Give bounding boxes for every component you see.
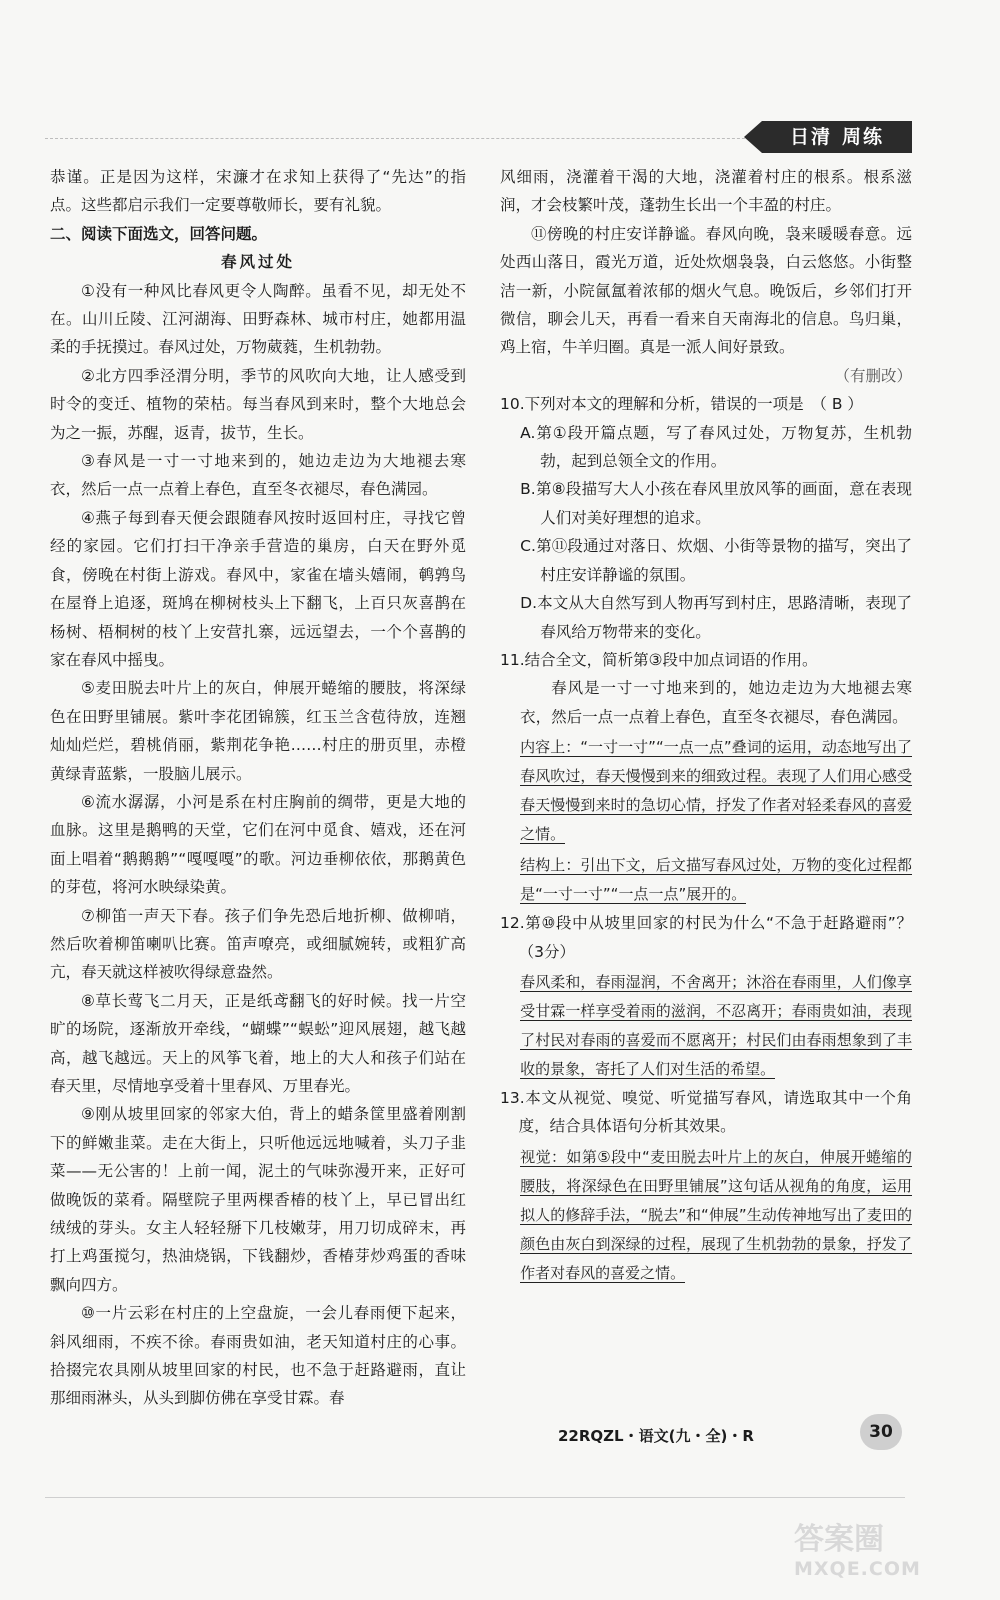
source-note: （有删改） (834, 366, 912, 385)
question-13: 13.本文从视觉、嗅觉、听觉描写春风，请选取其中一个角度，结合具体语句分析其效果。 (500, 1088, 912, 1136)
right-column (500, 163, 912, 1288)
paragraph-1: ①没有一种风比春风更令人陶醉。虽看不见，却无处不在。山川丘陵、江河湖海、田野森林、城市村庄，她都用温柔的手抚摸过。春风过处，万物葳蕤，生机勃勃。 (50, 281, 466, 357)
question-10: 10.下列对本文的理解和分析，错误的一项是 （ B ） (500, 395, 863, 414)
answer-13 (500, 1143, 912, 1288)
option-a: A.第①段开篇点题，写了春风过处，万物复苏，生机勃勃，起到总领全文的作用。 (520, 423, 912, 471)
answer-11-content (500, 733, 912, 849)
paragraph-8: ⑧草长莺飞二月天，正是纸鸢翻飞的好时候。找一片空旷的场院，逐渐放开牵线，“蝴蝶”“蜈蚣”迎风展翅，越飞越高，越飞越远。天上的风筝飞着，地上的大人和孩子们站在春天里，尽情地享受着十里春风、万里春光。 (50, 991, 466, 1095)
option-c: C.第⑪段通过对落日、炊烟、小街等景物的描写，突出了村庄安详静谧的氛围。 (520, 537, 912, 584)
watermark-url: MXQE.COM (794, 1558, 921, 1580)
header-tag (762, 121, 912, 153)
paragraph-7: ⑦柳笛一声天下春。孩子们争先恐后地折柳、做柳哨，然后吹着柳笛喇叭比赛。笛声嘹亮，或细腻婉转，或粗犷高亢，春天就这样被吹得绿意盎然。 (50, 906, 466, 982)
answer-text: 视觉：如第⑤段中“麦田脱去叶片上的灰白，伸展开蜷缩的腰肢，将深绿色在田野里铺展”这句话从视角的角度，运用拟人的修辞手法，“脱去”和“伸展”生动传神地写出了麦田的颜色由灰白到深绿的过程，展现了生机勃勃的景象，抒发了作者对春风的喜爱之情。 (520, 1147, 912, 1282)
watermark (794, 1514, 974, 1584)
answer-text: 春风柔和，春雨湿润，不舍离开；沐浴在春雨里，人们像享受甘霖一样享受着雨的滋润，不忍离开；春雨贵如油，表现了村民对春雨的喜爱而不愿离开；村民们由春雨想象到了丰收的景象，寄托了人们对生活的希望。 (520, 972, 912, 1078)
page-number: 30 (860, 1414, 902, 1450)
paragraph-2: ②北方四季泾渭分明，季节的风吹向大地，让人感受到时令的变迁、植物的荣枯。每当春风到来时，整个大地总会为之一振，苏醒，返青，拔节，生长。 (50, 366, 466, 442)
paragraph-11: ⑪傍晚的村庄安详静谧。春风向晚，袅来暖暖春意。远处西山落日，霞光万道，近处炊烟袅袅，白云悠悠。小街整洁一新，小院氤氲着浓郁的烟火气息。晚饭后，乡邻们打开微信，聊会儿天，再看一看来自天南海北的信息。鸟归巢，鸡上宿，牛羊归圈。真是一派人间好景致。 (500, 224, 912, 357)
footer-rule (45, 1497, 905, 1498)
footer-code: 22RQZL・语文(九・全)・R (558, 1427, 754, 1445)
paragraph-9: ⑨刚从坡里回家的邻家大伯，背上的蜡条筐里盛着刚割下的鲜嫩韭菜。走在大街上，只听他远远地喊着，头刀子韭菜——无公害的！上前一闻，泥土的气味弥漫开来，正好可做晚饭的菜肴。隔壁院子里两棵香椿的枝丫上，早已冒出红绒绒的芽头。女主人轻轻掰下几枝嫩芽，用刀切成碎末，再打上鸡蛋搅匀，热油烧锅，下钱翻炒，香椿芽炒鸡蛋的香味飘向四方。 (50, 1105, 466, 1294)
paragraph-5: ⑤麦田脱去叶片上的灰白，伸展开蜷缩的腰肢，将深绿色在田野里铺展。紫叶李花团锦簇，红玉兰含苞待放，连翘灿灿烂烂，碧桃俏丽，紫荆花争艳……村庄的册页里，赤橙黄绿青蓝紫，一股脑儿展示。 (50, 679, 466, 783)
answer-text: 结构上：引出下文，后文描写春风过处，万物的变化过程都是“一寸一寸”“一点一点”展开的。 (520, 856, 912, 904)
header-rule (45, 138, 765, 139)
answer-text: 内容上：“一寸一寸”“一点一点”叠词的运用，动态地写出了春风吹过，春天慢慢到来的细致过程。表现了人们用心感受春天慢慢到来时的急切心情，抒发了作者对轻柔春风的喜爱之情。 (520, 738, 912, 844)
article-title: 春风过处 (220, 253, 295, 272)
paragraph-4: ④燕子每到春天便会跟随春风按时返回村庄，寻找它曾经的家园。它们打扫干净亲手营造的巢房，白天在野外觅食，傍晚在村街上游戏。春风中，家雀在墙头嬉闹，鹌鹑鸟在屋脊上追逐，斑鸠在柳树枝头上下翻飞，上百只灰喜鹊在杨树、梧桐树的枝丫上安营扎寨，远远望去，一个个喜鹊的家在春风中摇曳。 (50, 508, 466, 669)
option-b: B.第⑧段描写大人小孩在春风里放风筝的画面，意在表现人们对美好理想的追求。 (520, 480, 912, 527)
question-12: 12.第⑩段中从坡里回家的村民为什么“不急于赶路避雨”？（3分） (500, 914, 912, 961)
paragraph: 恭谨。正是因为这样，宋濂才在求知上获得了“先达”的指点。这些都启示我们一定要尊敬师长，要有礼貌。 (50, 168, 466, 215)
paragraph-6: ⑥流水潺潺，小河是系在村庄胸前的绸带，更是大地的血脉。这里是鹅鸭的天堂，它们在河中觅食、嬉戏，还在河面上唱着“鹅鹅鹅”“嘎嘎嘎”的歌。河边垂柳依依，那鹅黄色的芽苞，将河水映绿染黄。 (50, 792, 466, 897)
option-d: D.本文从大自然写到人物再写到村庄，思路清晰，表现了春风给万物带来的变化。 (520, 594, 912, 641)
watermark-title: 答案圈 (794, 1522, 884, 1557)
left-column (50, 163, 466, 1413)
question-11: 11.结合全文，简析第③段中加点词语的作用。 (500, 650, 818, 669)
answer-11-structure (500, 851, 912, 909)
paragraph-10-continued: 风细雨，浇灌着干渴的大地，浇灌着村庄的根系。根系滋润，才会枝繁叶茂，蓬勃生长出一个丰盈的村庄。 (500, 168, 912, 215)
question-11-quote: 春风是一寸一寸地来到的，她边走边为大地褪去寒衣，然后一点一点着上春色，直至冬衣褪尽，春色满园。 (520, 679, 912, 726)
paragraph-3: ③春风是一寸一寸地来到的，她边走边为大地褪去寒衣，然后一点一点着上春色，直至冬衣褪尽，春色满园。 (50, 452, 466, 499)
answer-12 (500, 968, 912, 1084)
section-heading: 二、阅读下面选文，回答问题。 (50, 224, 268, 243)
tag-daily: 日清 (789, 126, 832, 148)
paragraph-10: ⑩一片云彩在村庄的上空盘旋，一会儿春雨便下起来，斜风细雨，不疾不徐。春雨贵如油，老天知道村庄的心事。拾掇完农具刚从坡里回家的村民，也不急于赶路避雨，直让那细雨淋头，从头到脚仿佛在享受甘霖。春 (50, 1304, 466, 1408)
tag-weekly: 周练 (842, 126, 885, 148)
